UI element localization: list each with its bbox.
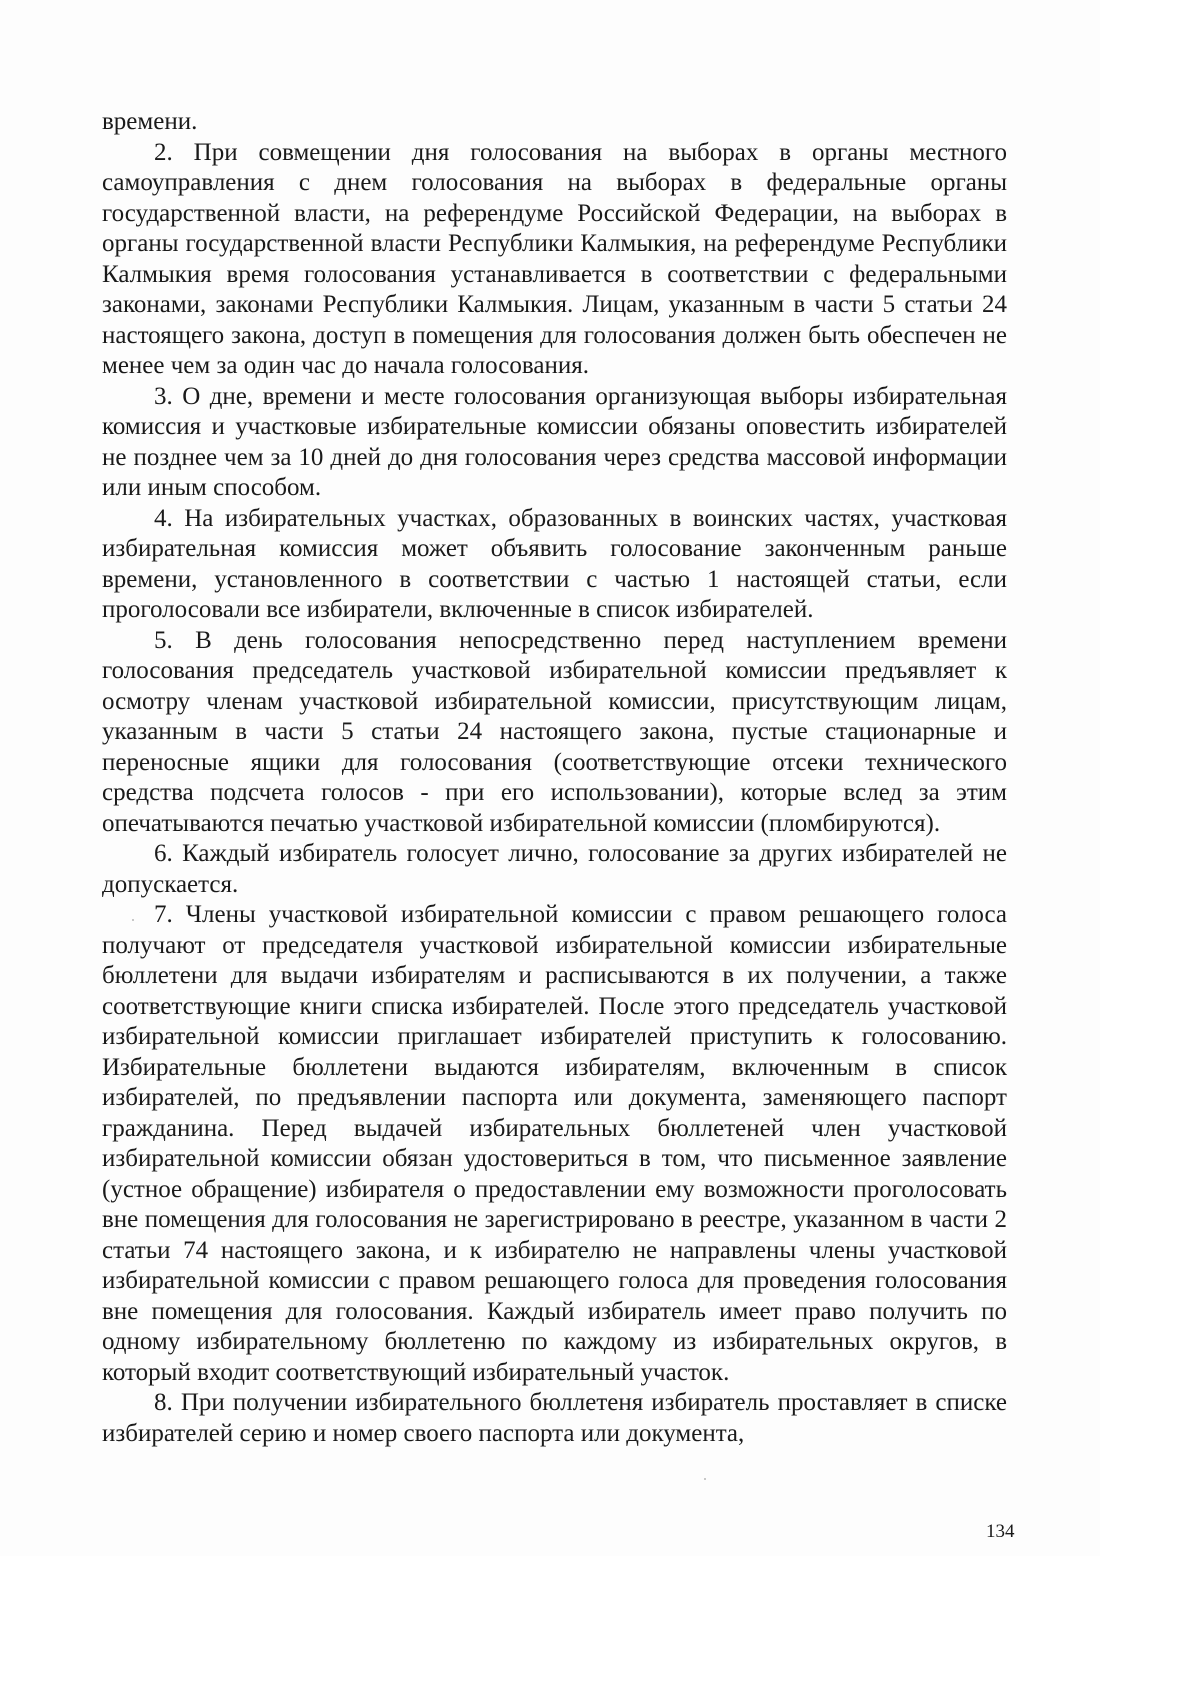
paragraph-continuation: времени. <box>102 108 198 135</box>
paragraph-2: 2. При совмещении дня голосования на выборах в органы местного самоуправления с днем голосования на выборах в федеральные органы государственной власти, на референдуме Российской Федерации, на выборах в органы государственной власти Республики Калмыкия, на референдуме Республики Калмыкия время голосования устанавливается в соответствии с федеральными законами, законами Республики Калмыкия. Лицам, указанным в части 5 статьи 24 настоящего закона, доступ в помещения для голосования должен быть обеспечен не менее чем за один час до начала голосования. <box>102 138 1007 379</box>
scan-speck <box>132 919 134 921</box>
page-number: 134 <box>986 1521 1015 1542</box>
document-body <box>102 107 1007 1449</box>
paragraph-4: 4. На избирательных участках, образованных в воинских частях, участковая избирательная комиссия может объявить голосование законченным раньше времени, установленного в соответствии с частью 1 настоящей статьи, если проголосовали все избиратели, включенные в список избирателей. <box>102 504 1007 623</box>
paragraph-6: 6. Каждый избиратель голосует лично, голосование за других избирателей не допускается. <box>102 840 1007 898</box>
paragraph-7: 7. Члены участковой избирательной комиссии с правом решающего голоса получают от председателя участковой избирательной комиссии избирательные бюллетени для выдачи избирателям и расписываются в их получении, а также соответствующие книги списка избирателей. После этого председатель участковой избирательной комиссии приглашает избирателей приступить к голосованию. Избирательные бюллетени выдаются избирателям, включенным в список избирателей, по предъявлении паспорта или документа, заменяющего паспорт гражданина. Перед выдачей избирательных бюллетеней член участковой избирательной комиссии обязан удостовериться в том, что письменное заявление (устное обращение) избирателя о предоставлении ему возможности проголосовать вне помещения для голосования не зарегистрировано в реестре, указанном в части 2 статьи 74 настоящего закона, и к избирателю не направлены члены участковой избирательной комиссии с правом решающего голоса для проведения голосования вне помещения для голосования. Каждый избиратель имеет право получить по одному избирательному бюллетеню по каждому из избирательных округов, в который входит соответствующий избирательный участок. <box>102 901 1007 1386</box>
scan-speck <box>704 1478 706 1480</box>
paragraph-3: 3. О дне, времени и месте голосования организующая выборы избирательная комиссия и участковые избирательные комиссии обязаны оповестить избирателей не позднее чем за 10 дней до дня голосования через средства массовой информации или иным способом. <box>102 382 1007 501</box>
paragraph-5: 5. В день голосования непосредственно перед наступлением времени голосования председатель участковой избирательной комиссии предъявляет к осмотру членам участковой избирательной комиссии, присутствующим лицам, указанным в части 5 статьи 24 настоящего закона, пустые стационарные и переносные ящики для голосования (соответствующие отсеки технического средства подсчета голосов - при его использовании), которые вслед за этим опечатываются печатью участковой избирательной комиссии (пломбируются). <box>102 626 1007 837</box>
paragraph-8: 8. При получении избирательного бюллетеня избиратель проставляет в списке избирателей серию и номер своего паспорта или документа, <box>102 1389 1007 1447</box>
